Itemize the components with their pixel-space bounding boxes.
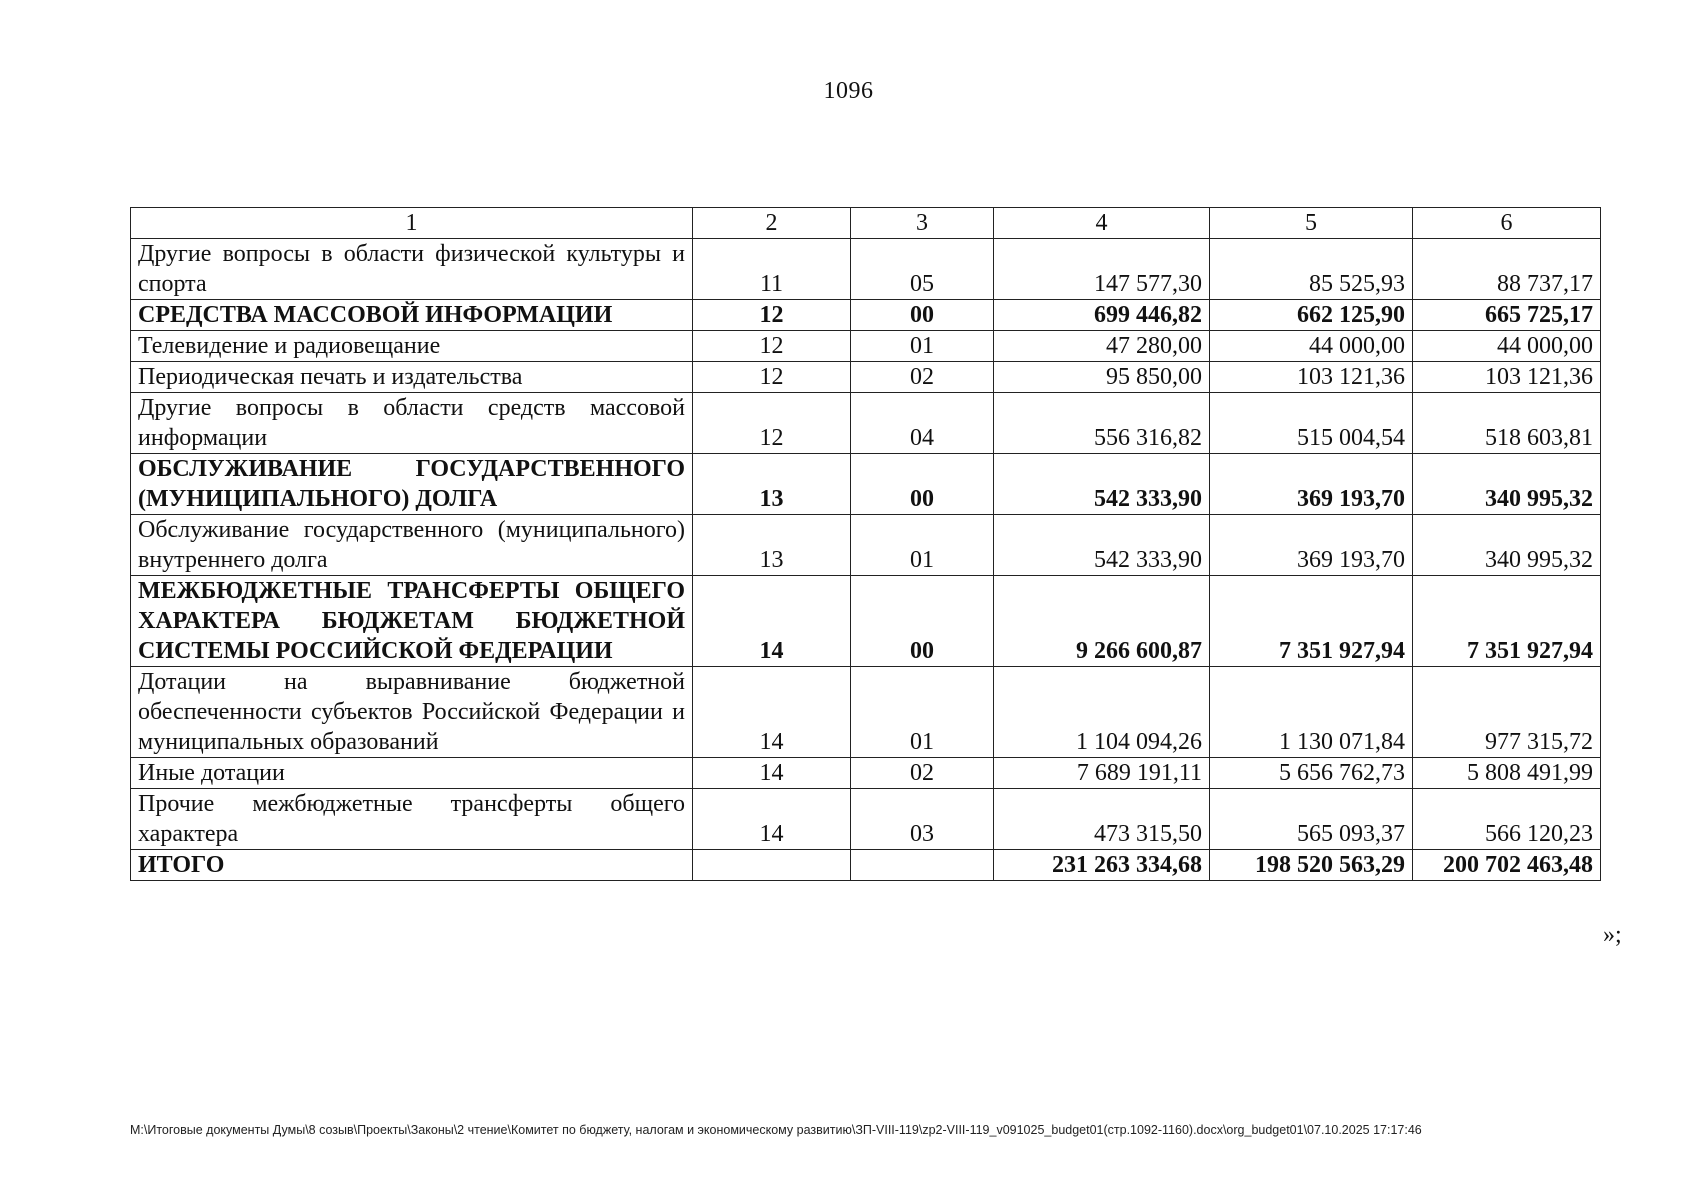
amount-col4-cell: 542 333,90 xyxy=(994,454,1210,515)
amount-col6-cell: 977 315,72 xyxy=(1413,667,1601,758)
row-name-cell: Телевидение и радиовещание xyxy=(131,331,693,362)
row-name-cell: ИТОГО xyxy=(131,850,693,881)
amount-col5-cell: 85 525,93 xyxy=(1210,239,1413,300)
amount-col4-cell: 7 689 191,11 xyxy=(994,758,1210,789)
subsection-code-cell: 04 xyxy=(851,393,994,454)
subsection-code-cell: 02 xyxy=(851,362,994,393)
column-header: 3 xyxy=(851,208,994,239)
table-row xyxy=(131,850,1601,881)
row-name-cell: Обслуживание государственного (муниципального) внутреннего долга xyxy=(131,515,693,576)
amount-col6-cell: 7 351 927,94 xyxy=(1413,576,1601,667)
amount-col5-cell: 662 125,90 xyxy=(1210,300,1413,331)
amount-col5-cell: 103 121,36 xyxy=(1210,362,1413,393)
table-header-row xyxy=(131,208,1601,239)
row-name-cell: Другие вопросы в области физической культуры и спорта xyxy=(131,239,693,300)
amount-col4-cell: 473 315,50 xyxy=(994,789,1210,850)
amount-col4-cell: 556 316,82 xyxy=(994,393,1210,454)
amount-col5-cell: 44 000,00 xyxy=(1210,331,1413,362)
column-header: 5 xyxy=(1210,208,1413,239)
amount-col6-cell: 103 121,36 xyxy=(1413,362,1601,393)
column-header: 1 xyxy=(131,208,693,239)
row-name-cell: ОБСЛУЖИВАНИЕ ГОСУДАРСТВЕННОГО (МУНИЦИПАЛЬНОГО) ДОЛГА xyxy=(131,454,693,515)
page-number: 1096 xyxy=(823,78,874,104)
amount-col5-cell: 1 130 071,84 xyxy=(1210,667,1413,758)
section-code-cell: 14 xyxy=(693,667,851,758)
table-row xyxy=(131,454,1601,515)
amount-col5-cell: 198 520 563,29 xyxy=(1210,850,1413,881)
amount-col6-cell: 566 120,23 xyxy=(1413,789,1601,850)
closing-quote-mark: »; xyxy=(1603,922,1622,948)
column-header: 4 xyxy=(994,208,1210,239)
row-name-cell: Периодическая печать и издательства xyxy=(131,362,693,393)
row-name-cell: СРЕДСТВА МАССОВОЙ ИНФОРМАЦИИ xyxy=(131,300,693,331)
subsection-code-cell: 03 xyxy=(851,789,994,850)
amount-col4-cell: 147 577,30 xyxy=(994,239,1210,300)
amount-col5-cell: 7 351 927,94 xyxy=(1210,576,1413,667)
table-row xyxy=(131,239,1601,300)
section-code-cell: 11 xyxy=(693,239,851,300)
amount-col5-cell: 5 656 762,73 xyxy=(1210,758,1413,789)
section-code-cell: 13 xyxy=(693,454,851,515)
subsection-code-cell xyxy=(851,850,994,881)
amount-col4-cell: 47 280,00 xyxy=(994,331,1210,362)
amount-col4-cell: 542 333,90 xyxy=(994,515,1210,576)
amount-col5-cell: 515 004,54 xyxy=(1210,393,1413,454)
row-name-cell: Прочие межбюджетные трансферты общего характера xyxy=(131,789,693,850)
section-code-cell: 12 xyxy=(693,331,851,362)
amount-col4-cell: 9 266 600,87 xyxy=(994,576,1210,667)
section-code-cell: 12 xyxy=(693,362,851,393)
table-row xyxy=(131,331,1601,362)
section-code-cell: 14 xyxy=(693,789,851,850)
subsection-code-cell: 02 xyxy=(851,758,994,789)
amount-col5-cell: 369 193,70 xyxy=(1210,515,1413,576)
amount-col5-cell: 565 093,37 xyxy=(1210,789,1413,850)
column-header: 6 xyxy=(1413,208,1601,239)
subsection-code-cell: 01 xyxy=(851,667,994,758)
amount-col5-cell: 369 193,70 xyxy=(1210,454,1413,515)
subsection-code-cell: 00 xyxy=(851,576,994,667)
column-header: 2 xyxy=(693,208,851,239)
table-row xyxy=(131,515,1601,576)
row-name-cell: Другие вопросы в области средств массовой информации xyxy=(131,393,693,454)
table-row xyxy=(131,789,1601,850)
subsection-code-cell: 01 xyxy=(851,515,994,576)
subsection-code-cell: 00 xyxy=(851,454,994,515)
subsection-code-cell: 01 xyxy=(851,331,994,362)
row-name-cell: Дотации на выравнивание бюджетной обеспеченности субъектов Российской Федерации и муниципальных образований xyxy=(131,667,693,758)
section-code-cell: 14 xyxy=(693,758,851,789)
budget-table xyxy=(130,207,1601,881)
section-code-cell: 14 xyxy=(693,576,851,667)
row-name-cell: Иные дотации xyxy=(131,758,693,789)
section-code-cell xyxy=(693,850,851,881)
amount-col6-cell: 200 702 463,48 xyxy=(1413,850,1601,881)
amount-col4-cell: 231 263 334,68 xyxy=(994,850,1210,881)
table-row xyxy=(131,667,1601,758)
amount-col6-cell: 665 725,17 xyxy=(1413,300,1601,331)
amount-col6-cell: 340 995,32 xyxy=(1413,515,1601,576)
row-name-cell: МЕЖБЮДЖЕТНЫЕ ТРАНСФЕРТЫ ОБЩЕГО ХАРАКТЕРА БЮДЖЕТАМ БЮДЖЕТНОЙ СИСТЕМЫ РОССИЙСКОЙ ФЕДЕРАЦИИ xyxy=(131,576,693,667)
section-code-cell: 12 xyxy=(693,300,851,331)
table-row xyxy=(131,393,1601,454)
table-row xyxy=(131,300,1601,331)
amount-col6-cell: 340 995,32 xyxy=(1413,454,1601,515)
amount-col4-cell: 1 104 094,26 xyxy=(994,667,1210,758)
section-code-cell: 13 xyxy=(693,515,851,576)
subsection-code-cell: 05 xyxy=(851,239,994,300)
table-row xyxy=(131,758,1601,789)
table-row xyxy=(131,362,1601,393)
document-file-path: M:\Итоговые документы Думы\8 созыв\Проекты\Законы\2 чтение\Комитет по бюджету, налогам и экономическому развитию\ЗП-VIII-119\zp2-VIII-119_v091025_budget01(стр.1092-1160).docx\org_budget01\07.10.2025 17:17:46 xyxy=(130,1123,1422,1137)
table-row xyxy=(131,576,1601,667)
amount-col4-cell: 699 446,82 xyxy=(994,300,1210,331)
amount-col4-cell: 95 850,00 xyxy=(994,362,1210,393)
amount-col6-cell: 44 000,00 xyxy=(1413,331,1601,362)
amount-col6-cell: 88 737,17 xyxy=(1413,239,1601,300)
section-code-cell: 12 xyxy=(693,393,851,454)
subsection-code-cell: 00 xyxy=(851,300,994,331)
amount-col6-cell: 5 808 491,99 xyxy=(1413,758,1601,789)
amount-col6-cell: 518 603,81 xyxy=(1413,393,1601,454)
